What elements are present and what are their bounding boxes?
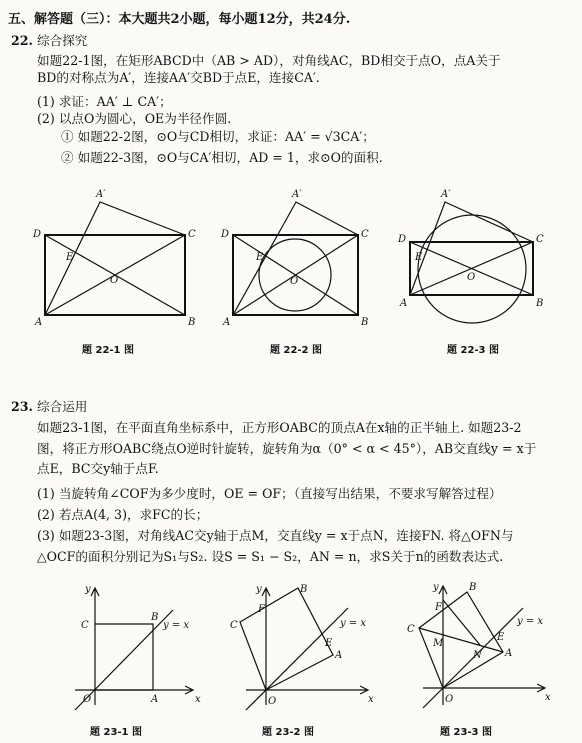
label-c: C: [81, 620, 89, 631]
q23-number: 23.: [11, 399, 33, 414]
label-b: B: [188, 317, 196, 328]
label-d: D: [221, 229, 230, 240]
figure-23-2: [228, 580, 378, 715]
q22-part-1: (1) 求证：AA′ ⊥ CA′；: [37, 94, 172, 109]
label-b: B: [536, 298, 544, 309]
label-b: B: [361, 317, 369, 328]
label-x: x: [545, 692, 551, 703]
label-d: D: [33, 229, 42, 240]
q23-line-2: 图，将正方形OABC绕点O逆时针旋转，旋转角为α（0° < α < 45°），AB交直线y = x于: [37, 441, 537, 456]
label-c: C: [230, 620, 238, 631]
label-o: O: [445, 694, 454, 705]
q23-part-1: (1) 当旋转角∠COF为多少度时，OE = OF；（直接写出结果，不要求写解答过程）: [37, 486, 502, 501]
label-f: F: [435, 602, 442, 613]
q23-line-1: 如题23-1图，在平面直角坐标系中，正方形OABC的顶点A在x轴的正半轴上. 如题23-2: [37, 420, 522, 435]
caption-22-3: 题 22-3 图: [447, 345, 499, 356]
label-a: A: [35, 317, 43, 328]
label-a-prime: A′: [441, 189, 451, 200]
label-y: y: [433, 582, 439, 593]
label-line-yx: y = x: [163, 620, 190, 631]
segment-fn: [443, 600, 480, 645]
figure-22-3: [395, 180, 565, 330]
caption-23-2: 题 23-2 图: [262, 727, 314, 738]
label-c: C: [361, 229, 369, 240]
q23-part-3-cont: △OCF的面积分别记为S₁与S₂. 设S = S₁ − S₂，AN = n，求S关于n的函数表达式.: [37, 549, 504, 564]
section-heading: 五、解答题（三）：本大题共2小题，每小题12分，共24分.: [8, 12, 351, 27]
q22-part-2-sub-1: ① 如题22-2图，⊙O与CD相切，求证：AA′ = √3CA′；: [61, 129, 375, 144]
q22-part-2-sub-2: ② 如题22-3图，⊙O与CA′相切，AD = 1，求⊙O的面积.: [61, 150, 383, 165]
q22-part-2: (2) 以点O为圆心，OE为半径作圆.: [37, 111, 232, 126]
caption-23-3: 题 23-3 图: [440, 727, 492, 738]
label-m: M: [433, 638, 444, 649]
caption-22-1: 题 22-1 图: [82, 345, 134, 356]
label-o: O: [290, 276, 299, 287]
label-f: F: [258, 604, 265, 615]
label-line-yx: y = x: [340, 618, 367, 629]
label-b: B: [300, 584, 308, 595]
figure-23-3: [405, 580, 555, 715]
q22-line-2: BD的对称点为A′，连接AA′交BD于点E，连接CA′.: [37, 70, 320, 85]
q23-part-3: (3) 如题23-3图，对角线AC交y轴于点M，交直线y = x于点N，连接FN. 将△OFN与: [37, 528, 514, 543]
q23-line-3: 点E，BC交y轴于点F.: [37, 461, 159, 476]
label-o: O: [110, 275, 119, 286]
label-d: D: [398, 234, 407, 245]
label-a: A: [151, 694, 159, 705]
label-a: A: [335, 650, 343, 661]
rotated-square: [240, 588, 333, 690]
label-e: E: [256, 252, 264, 263]
line-y-equals-x: [246, 608, 348, 710]
label-a-prime: A′: [292, 189, 302, 200]
label-e: E: [66, 252, 74, 263]
label-a: A: [505, 648, 513, 659]
label-b: B: [469, 582, 477, 593]
label-n: N: [473, 650, 482, 661]
label-a: A: [400, 298, 408, 309]
label-x: x: [195, 694, 201, 705]
label-o: O: [467, 272, 476, 283]
diagonals: [410, 242, 533, 295]
diagonals: [233, 235, 358, 315]
figure-23-1: [55, 580, 205, 715]
q22-line-1: 如题22-1图，在矩形ABCD中（AB > AD），对角线AC，BD相交于点O，点A关于: [37, 53, 501, 68]
label-y: y: [256, 584, 262, 595]
caption-22-2: 题 22-2 图: [270, 345, 322, 356]
q23-title: 综合运用: [37, 399, 88, 414]
figure-22-2: [218, 180, 388, 330]
q22-number: 22.: [11, 33, 33, 48]
segments-aa-ca: [233, 202, 358, 315]
label-e: E: [497, 632, 505, 643]
label-e: E: [325, 638, 333, 649]
label-line-yx: y = x: [517, 616, 544, 627]
label-a-prime: A′: [96, 189, 106, 200]
q23-part-2: (2) 若点A(4, 3)，求FC的长；: [37, 507, 209, 522]
label-y: y: [85, 584, 91, 595]
label-a: A: [223, 317, 231, 328]
label-c: C: [536, 234, 544, 245]
label-b: B: [151, 612, 159, 623]
label-x: x: [368, 694, 374, 705]
label-o: O: [268, 696, 277, 707]
figure-22-1: [30, 180, 200, 330]
label-c: C: [188, 229, 196, 240]
label-o: O: [83, 694, 92, 705]
caption-23-1: 题 23-1 图: [90, 727, 142, 738]
q22-title: 综合探究: [37, 33, 88, 48]
label-c: C: [407, 624, 415, 635]
label-e: E: [415, 252, 423, 263]
